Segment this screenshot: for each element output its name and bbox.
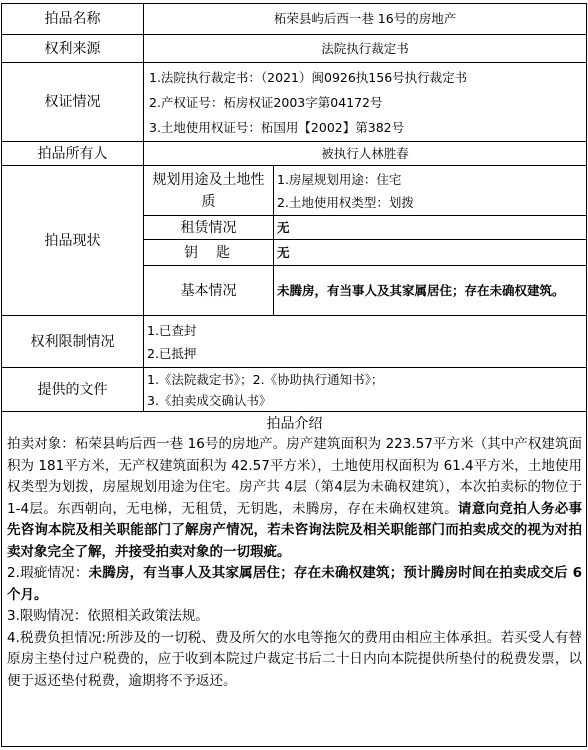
row-certificate <box>2 63 587 142</box>
intro-title: 拍品介绍 <box>266 416 323 432</box>
documents-value <box>144 368 587 412</box>
intro-paragraph-4: 4.税费负担情况:所涉及的一切税、费及所欠的水电等拖欠的费用由相应主体承担。若买受人有替原房主垫付过户税费的，应于收到本院过户裁定书后二十日内向本院提供所垫付的税费发票，以便于返还垫付税费，逾期将不予返还。 <box>7 629 583 689</box>
owner-value: 被执行人林胜春 <box>144 142 587 166</box>
restriction-label: 权利限制情况 <box>2 316 144 368</box>
auction-info-table <box>1 3 586 747</box>
documents-line-1: 1.《法院裁定书》；2.《协助执行通知书》； <box>147 371 384 387</box>
item-name-label: 拍品名称 <box>2 4 144 35</box>
lease-label: 租赁情况 <box>144 216 274 240</box>
lease-value: 无 <box>274 216 587 240</box>
certificate-value <box>144 63 587 142</box>
intro-cell <box>2 412 587 747</box>
certificate-line-1: 1.法院执行裁定书：（2021）闽0926执156号执行裁定书 <box>149 69 468 85</box>
rights-source-value: 法院执行裁定书 <box>144 35 587 63</box>
restriction-line-2: 2.已抵押 <box>147 345 197 361</box>
row-status-use <box>2 166 587 216</box>
row-intro <box>2 412 587 747</box>
use-line-2: 2.土地使用权类型：划拨 <box>277 194 414 210</box>
basic-label: 基本情况 <box>144 266 274 316</box>
certificate-line-2: 2.产权证号：柘房权证2003字第04172号 <box>149 94 383 110</box>
row-documents <box>2 368 587 412</box>
intro-paragraph-3: 3.限购情况：依照相关政策法规。 <box>7 608 209 624</box>
basic-value: 未腾房，有当事人及其家属居住；存在未确权建筑。 <box>274 266 587 316</box>
key-label: 钥匙 <box>144 240 274 266</box>
certificate-line-3: 3.土地使用权证号：柘国用【2002】第382号 <box>149 119 405 135</box>
item-name-value: 柘荣县屿后西一巷 16号的房地产 <box>144 4 587 35</box>
certificate-label: 权证情况 <box>2 63 144 142</box>
intro-paragraph-2: 2.瑕疵情况：未腾房，有当事人及其家属居住；存在未确权建筑；预计腾房时间在拍卖成交后 6个月。 <box>7 565 583 603</box>
intro-paragraph-1: 拍卖对象：柘荣县屿后西一巷 16号的房地产。房产建筑面积为 223.57平方米（其中产权建筑面积为 181平方米，无产权建筑面积为 42.57平方米），土地使用权面积为 61.4平方米，土地使用权类型为划拨，房屋规划用途为住宅。房产共 4层（第4层为未确权建筑），本次拍卖标的物位于 1-4层。东西朝向，无电梯，无租赁，无钥匙，未腾房，存在未确权建筑。请意向竞拍人务必事先咨询本院及相关职能部门了解房产情况，若未咨询法院及相关职能部门而拍卖成交的视为对拍卖对象完全了解，并接受拍卖对象的一切瑕疵。 <box>7 436 583 560</box>
documents-line-2: 3.《拍卖成交确认书》 <box>147 392 272 408</box>
use-value <box>274 166 587 216</box>
rights-source-label: 权利来源 <box>2 35 144 63</box>
row-rights-source <box>2 35 587 63</box>
status-label: 拍品现状 <box>2 166 144 316</box>
owner-label: 拍品所有人 <box>2 142 144 166</box>
row-item-name <box>2 4 587 35</box>
restriction-value <box>144 316 587 368</box>
row-restriction <box>2 316 587 368</box>
use-label: 规划用途及土地性质 <box>144 166 274 216</box>
restriction-line-1: 1.已查封 <box>147 322 197 338</box>
use-line-1: 1.房屋规划用途：住宅 <box>277 171 402 187</box>
documents-label: 提供的文件 <box>2 368 144 412</box>
row-owner <box>2 142 587 166</box>
key-value: 无 <box>274 240 587 266</box>
